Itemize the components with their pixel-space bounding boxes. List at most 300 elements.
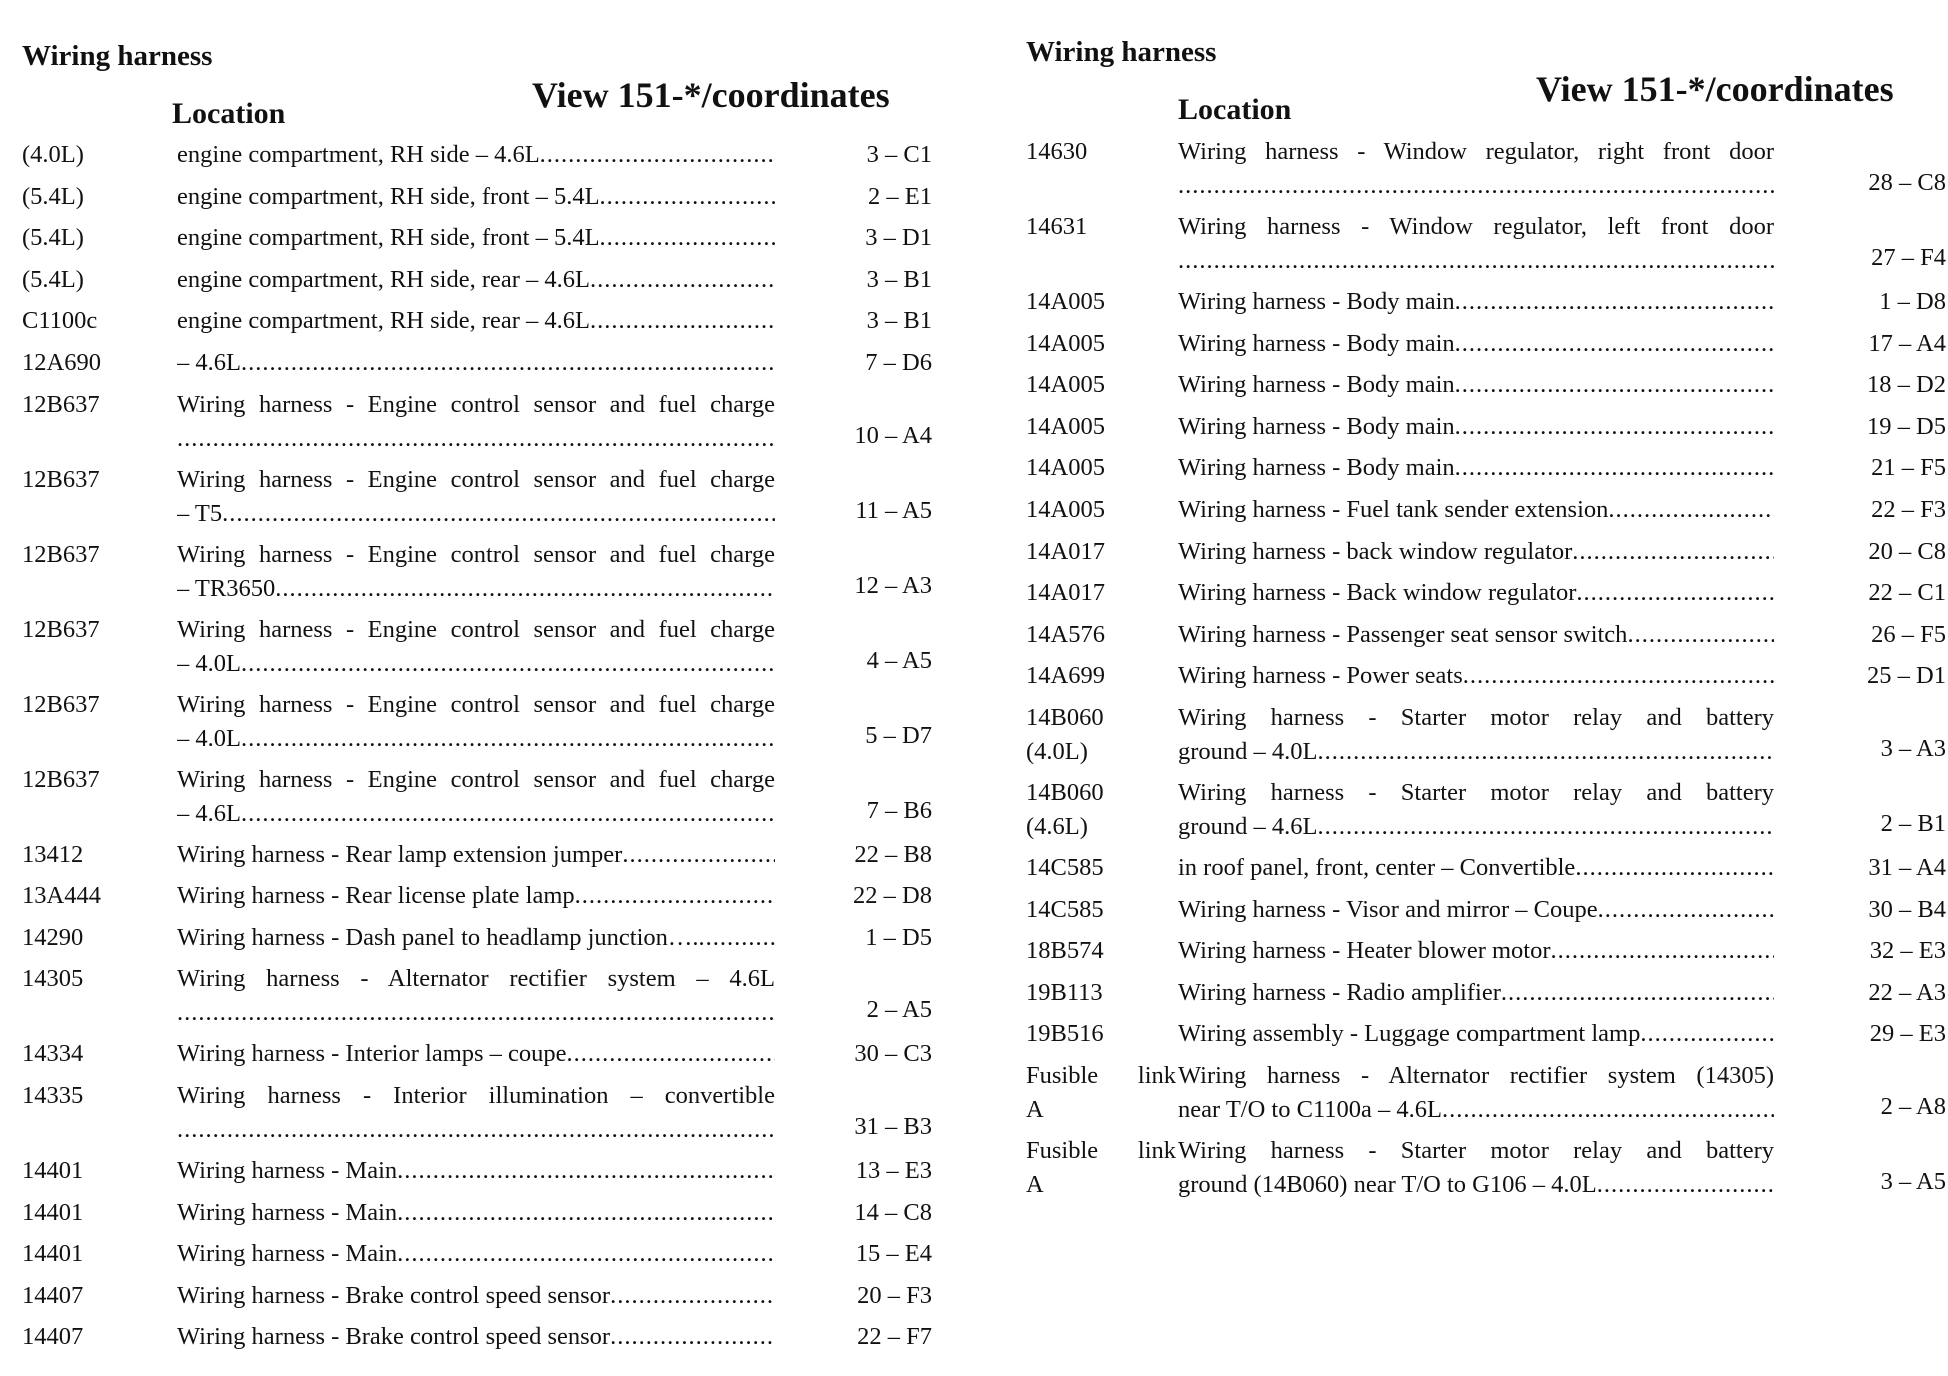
view-coordinate: 22 – D8 bbox=[853, 882, 932, 910]
description-text: ground – 4.6L bbox=[1178, 812, 1318, 840]
part-number bbox=[1026, 1017, 1104, 1051]
part-number bbox=[1026, 618, 1105, 652]
location-description bbox=[177, 838, 775, 872]
table-row bbox=[1026, 410, 1946, 452]
view-coordinate: 19 – D5 bbox=[1867, 412, 1946, 440]
view-coordinate: 22 – F3 bbox=[1871, 495, 1946, 523]
part-number bbox=[22, 763, 100, 797]
part-number-line: 14A576 bbox=[1026, 620, 1105, 648]
part-number-line: 19B516 bbox=[1026, 1020, 1104, 1048]
description-text: ground (14B060) near T/O to G106 – 4.0L bbox=[1178, 1170, 1597, 1198]
description-text: Wiring assembly - Luggage compartment lamp bbox=[1178, 1020, 1641, 1048]
description-text: Wiring harness - Window regulator, right front door bbox=[1178, 138, 1774, 165]
description-line-with-leader bbox=[177, 797, 775, 831]
description-line-with-leader bbox=[177, 346, 775, 380]
description-text: engine compartment, RH side, front – 5.4L bbox=[177, 224, 600, 252]
part-number bbox=[22, 346, 101, 380]
part-number bbox=[1026, 576, 1105, 610]
description-line-with-leader bbox=[1178, 244, 1774, 278]
part-number-line: 12B637 bbox=[22, 690, 100, 718]
dot-leader bbox=[699, 921, 775, 955]
dot-leader bbox=[1627, 618, 1774, 652]
table-row bbox=[1026, 976, 1946, 1018]
dot-leader bbox=[397, 1154, 775, 1188]
location-description bbox=[177, 263, 775, 297]
view-coordinate: 3 – B1 bbox=[866, 265, 932, 293]
description-text: Wiring harness - Interior illumination – convertible bbox=[177, 1081, 775, 1109]
view-coordinate: 2 – B1 bbox=[1880, 809, 1946, 837]
view-coordinate: 20 – F3 bbox=[857, 1281, 932, 1309]
part-number-line: Fusible link bbox=[1026, 1136, 1176, 1164]
dot-leader bbox=[590, 304, 775, 338]
table-row bbox=[22, 962, 932, 1037]
location-description bbox=[1178, 368, 1774, 402]
part-number bbox=[22, 838, 83, 872]
table-row bbox=[1026, 535, 1946, 577]
part-number-line: 14401 bbox=[22, 1240, 84, 1268]
table-row bbox=[22, 879, 932, 921]
description-line-with-leader bbox=[177, 1113, 775, 1147]
part-number bbox=[22, 180, 84, 214]
table-row bbox=[1026, 893, 1946, 935]
description-text: Wiring harness - Dash panel to headlamp junction…. bbox=[177, 923, 699, 951]
view-coordinate: 2 – A5 bbox=[866, 996, 932, 1024]
description-text: Wiring harness - Engine control sensor and fuel charge bbox=[177, 390, 775, 418]
description-line-with-leader bbox=[177, 1037, 775, 1071]
description-line-with-leader bbox=[1178, 659, 1774, 693]
view-coordinate: 30 – C3 bbox=[854, 1040, 932, 1068]
part-number-line: 14B060 bbox=[1026, 778, 1104, 806]
table-row bbox=[1026, 776, 1946, 851]
view-coordinate: 22 – B8 bbox=[854, 840, 932, 868]
view-coordinate: 31 – B3 bbox=[854, 1112, 932, 1140]
description-line-with-leader bbox=[177, 1154, 775, 1188]
view-coordinate: 13 – E3 bbox=[855, 1156, 932, 1184]
dot-leader bbox=[1455, 368, 1774, 402]
description-line-with-leader bbox=[177, 838, 775, 872]
part-number bbox=[1026, 893, 1104, 927]
description-text: Wiring harness - Body main bbox=[1178, 371, 1455, 399]
location-description bbox=[177, 1037, 775, 1071]
table-row bbox=[1026, 659, 1946, 701]
dot-leader bbox=[1640, 1017, 1774, 1051]
description-line-with-leader bbox=[1178, 368, 1774, 402]
table-row bbox=[22, 304, 932, 346]
dot-leader bbox=[1455, 410, 1774, 444]
dot-leader bbox=[1318, 735, 1775, 769]
dot-leader bbox=[1442, 1093, 1774, 1127]
view-coordinate: 2 – A8 bbox=[1880, 1092, 1946, 1120]
part-number-line: A bbox=[1026, 1095, 1044, 1123]
dot-leader bbox=[1608, 493, 1774, 527]
view-coordinate: 1 – D8 bbox=[1879, 288, 1946, 315]
table-row bbox=[22, 346, 932, 388]
part-number bbox=[22, 1279, 83, 1313]
location-description bbox=[1178, 659, 1774, 693]
description-line-with-leader bbox=[177, 422, 775, 456]
table-row bbox=[22, 263, 932, 305]
part-number-line: 12B637 bbox=[22, 540, 100, 568]
location-description bbox=[177, 921, 775, 955]
part-number bbox=[1026, 776, 1104, 844]
view-coordinate: 20 – C8 bbox=[1868, 537, 1946, 565]
location-description bbox=[1178, 851, 1774, 885]
part-number bbox=[22, 1320, 83, 1354]
location-description bbox=[177, 879, 775, 913]
location-description bbox=[1178, 576, 1774, 610]
location-description bbox=[177, 346, 775, 380]
part-number bbox=[22, 1079, 83, 1113]
view-coordinate: 4 – A5 bbox=[866, 646, 932, 674]
view-coordinate: 30 – B4 bbox=[1868, 895, 1946, 923]
location-description bbox=[1178, 327, 1774, 361]
part-number-line: 14631 bbox=[1026, 213, 1088, 240]
part-number bbox=[1026, 934, 1104, 968]
description-line-with-leader bbox=[1178, 410, 1774, 444]
part-number-line: A bbox=[1026, 1170, 1044, 1198]
dot-leader bbox=[540, 138, 775, 172]
part-number-line: (5.4L) bbox=[22, 182, 84, 210]
dot-leader bbox=[241, 346, 775, 380]
table-row bbox=[22, 1237, 932, 1279]
table-row bbox=[1026, 1134, 1946, 1209]
location-description bbox=[1178, 493, 1774, 527]
table-row bbox=[1026, 576, 1946, 618]
location-description bbox=[177, 1196, 775, 1230]
view-coordinate: 31 – A4 bbox=[1868, 853, 1946, 881]
description-line-with-leader bbox=[177, 879, 775, 913]
part-number bbox=[1026, 451, 1105, 485]
description-text: engine compartment, RH side, front – 5.4L bbox=[177, 182, 600, 210]
description-text: Wiring harness - Passenger seat sensor switch bbox=[1178, 620, 1628, 648]
part-number-line: 14A005 bbox=[1026, 412, 1105, 440]
view-coordinate: 26 – F5 bbox=[1871, 620, 1946, 648]
location-description bbox=[177, 613, 775, 681]
dot-leader bbox=[222, 497, 775, 531]
description-line-with-leader bbox=[177, 1237, 775, 1271]
description-text: engine compartment, RH side, rear – 4.6L bbox=[177, 307, 590, 335]
description-line-with-leader bbox=[177, 921, 775, 955]
view-coordinate: 32 – E3 bbox=[1869, 937, 1946, 965]
part-number-line: 12A690 bbox=[22, 348, 101, 376]
view-coordinate: 25 – D1 bbox=[1867, 662, 1946, 690]
part-number-line: 14290 bbox=[22, 923, 84, 951]
dot-leader bbox=[177, 996, 775, 1030]
table-row bbox=[22, 1320, 932, 1362]
view-coordinates-header: View 151-*/coordinates bbox=[1536, 69, 1894, 109]
part-number bbox=[22, 221, 84, 255]
description-line-with-leader bbox=[177, 647, 775, 681]
dot-leader bbox=[610, 1320, 775, 1354]
description-line-with-leader bbox=[177, 722, 775, 756]
view-coordinate: 28 – C8 bbox=[1868, 169, 1946, 196]
dot-leader bbox=[1551, 934, 1774, 968]
table-row bbox=[22, 221, 932, 263]
table-row bbox=[22, 1279, 932, 1321]
location-description bbox=[177, 138, 775, 172]
part-number-line: 14401 bbox=[22, 1198, 84, 1226]
table-row bbox=[1026, 851, 1946, 893]
description-text: Wiring harness - Fuel tank sender extension bbox=[1178, 495, 1609, 523]
dot-leader bbox=[1576, 576, 1774, 610]
part-number-line: 14A005 bbox=[1026, 288, 1105, 315]
section-title: Wiring harness bbox=[22, 40, 213, 72]
view-coordinate: 5 – D7 bbox=[865, 721, 932, 749]
dot-leader bbox=[590, 263, 775, 297]
part-number bbox=[22, 962, 83, 996]
part-number-line: 14A005 bbox=[1026, 329, 1105, 357]
part-number-line: 18B574 bbox=[1026, 937, 1104, 965]
description-text: Wiring harness - Visor and mirror – Coupe bbox=[1178, 895, 1598, 923]
description-line-with-leader bbox=[177, 497, 775, 531]
description-text: Wiring harness - Rear lamp extension jumper bbox=[177, 840, 623, 868]
dot-leader bbox=[610, 1279, 775, 1313]
description-text: near T/O to C1100a – 4.6L bbox=[1178, 1095, 1443, 1123]
view-coordinate: 22 – A3 bbox=[1868, 978, 1946, 1006]
description-line-with-leader bbox=[1178, 327, 1774, 361]
part-number-line: (5.4L) bbox=[22, 224, 84, 252]
description-text: Wiring harness - Starter motor relay and battery bbox=[1178, 703, 1774, 731]
description-line-with-leader bbox=[177, 138, 775, 172]
dot-leader bbox=[241, 722, 775, 756]
description-text: – 4.6L bbox=[177, 799, 241, 827]
description-text: Wiring harness - Body main bbox=[1178, 454, 1455, 482]
description-line-with-leader bbox=[1178, 169, 1774, 203]
description-line-with-leader bbox=[1178, 493, 1774, 527]
index-list bbox=[1026, 135, 1946, 1209]
part-number bbox=[22, 463, 100, 497]
part-number-line: 14305 bbox=[22, 965, 84, 993]
part-number bbox=[22, 138, 84, 172]
description-text: Wiring harness - Engine control sensor and fuel charge bbox=[177, 540, 775, 568]
dot-leader bbox=[600, 221, 775, 255]
view-coordinate: 27 – F4 bbox=[1871, 244, 1946, 271]
table-row bbox=[1026, 701, 1946, 776]
view-coordinate: 21 – F5 bbox=[1871, 454, 1946, 482]
description-text: – T5 bbox=[177, 499, 223, 527]
description-text: Wiring harness - Body main bbox=[1178, 288, 1455, 315]
description-line-with-leader bbox=[1178, 851, 1774, 885]
part-number bbox=[1026, 535, 1105, 569]
part-number-line: 14A005 bbox=[1026, 371, 1105, 399]
part-number bbox=[1026, 410, 1105, 444]
dot-leader bbox=[1463, 659, 1774, 693]
table-row bbox=[22, 838, 932, 880]
table-row bbox=[1026, 135, 1946, 210]
description-text: Wiring harness - Engine control sensor and fuel charge bbox=[177, 465, 775, 493]
description-text: engine compartment, RH side, rear – 4.6L bbox=[177, 265, 590, 293]
dot-leader bbox=[1597, 1168, 1774, 1202]
description-text: engine compartment, RH side – 4.6L bbox=[177, 141, 540, 168]
location-description bbox=[1178, 1134, 1774, 1202]
location-description bbox=[1178, 451, 1774, 485]
table-row bbox=[22, 538, 932, 613]
dot-leader bbox=[397, 1196, 775, 1230]
description-text: – 4.6L bbox=[177, 348, 241, 376]
part-number-line: 14407 bbox=[22, 1281, 84, 1309]
description-text: Wiring harness - Back window regulator bbox=[1178, 579, 1577, 607]
description-text: Wiring harness - Radio amplifier bbox=[1178, 978, 1501, 1006]
part-number-line: 14C585 bbox=[1026, 895, 1104, 923]
location-description bbox=[1178, 618, 1774, 652]
part-number-line: 14630 bbox=[1026, 138, 1088, 165]
part-number bbox=[22, 538, 100, 572]
location-description bbox=[177, 221, 775, 255]
description-text: Wiring harness - Engine control sensor and fuel charge bbox=[177, 765, 775, 793]
location-description bbox=[1178, 285, 1774, 319]
view-coordinate: 12 – A3 bbox=[854, 571, 932, 599]
table-row bbox=[22, 388, 932, 463]
dot-leader bbox=[1455, 327, 1774, 361]
table-row bbox=[22, 1154, 932, 1196]
description-line-with-leader bbox=[1178, 618, 1774, 652]
table-row bbox=[22, 921, 932, 963]
description-line-with-leader bbox=[177, 221, 775, 255]
dot-leader bbox=[1572, 535, 1774, 569]
description-text: Wiring harness - Main bbox=[177, 1240, 398, 1268]
view-coordinate: 15 – E4 bbox=[855, 1240, 932, 1268]
view-coordinate: 3 – D1 bbox=[865, 224, 932, 252]
table-row bbox=[22, 180, 932, 222]
part-number-line: 14334 bbox=[22, 1040, 84, 1068]
table-row bbox=[1026, 934, 1946, 976]
part-number-line: 12B637 bbox=[22, 615, 100, 643]
location-description bbox=[177, 538, 775, 606]
part-number-line: 14A699 bbox=[1026, 662, 1105, 690]
description-line-with-leader bbox=[1178, 810, 1774, 844]
location-description bbox=[177, 1320, 775, 1354]
description-line-with-leader bbox=[1178, 1017, 1774, 1051]
description-text: Wiring harness - Brake control speed sensor bbox=[177, 1281, 611, 1309]
description-line-with-leader bbox=[177, 572, 775, 606]
dot-leader bbox=[575, 879, 775, 913]
location-description bbox=[1178, 535, 1774, 569]
location-description bbox=[1178, 701, 1774, 769]
description-text: Wiring harness - Main bbox=[177, 1156, 398, 1184]
part-number bbox=[22, 1196, 83, 1230]
part-number-line: 13A444 bbox=[22, 882, 101, 910]
dot-leader bbox=[241, 647, 775, 681]
location-description bbox=[177, 304, 775, 338]
location-description bbox=[1178, 976, 1774, 1010]
table-row bbox=[1026, 327, 1946, 369]
description-line-with-leader bbox=[177, 996, 775, 1030]
part-number bbox=[22, 688, 100, 722]
dot-leader bbox=[397, 1237, 775, 1271]
part-number-line: (4.0L) bbox=[22, 141, 84, 168]
description-line-with-leader bbox=[177, 304, 775, 338]
location-description bbox=[177, 463, 775, 531]
part-number bbox=[22, 304, 97, 338]
description-line-with-leader bbox=[1178, 976, 1774, 1010]
part-number bbox=[22, 1154, 83, 1188]
table-row bbox=[22, 688, 932, 763]
table-row bbox=[22, 613, 932, 688]
table-row bbox=[22, 763, 932, 838]
view-coordinate: 3 – A5 bbox=[1880, 1167, 1946, 1195]
description-line-with-leader bbox=[1178, 893, 1774, 927]
part-number bbox=[1026, 659, 1105, 693]
part-number-line: 13412 bbox=[22, 840, 84, 868]
view-coordinate: 22 – F7 bbox=[857, 1323, 932, 1351]
dot-leader bbox=[177, 1113, 775, 1147]
description-text: Wiring harness - Starter motor relay and battery bbox=[1178, 1136, 1774, 1164]
description-text: Wiring harness - Window regulator, left front door bbox=[1178, 213, 1774, 240]
description-text: Wiring harness - back window regulator bbox=[1178, 537, 1573, 565]
part-number-line: 14A005 bbox=[1026, 454, 1105, 482]
part-number-line: 14A017 bbox=[1026, 537, 1105, 565]
part-number-line: 14B060 bbox=[1026, 703, 1104, 731]
view-coordinate: 18 – D2 bbox=[1867, 371, 1946, 399]
dot-leader bbox=[275, 572, 775, 606]
description-line-with-leader bbox=[177, 1196, 775, 1230]
view-coordinate: 3 – A3 bbox=[1880, 734, 1946, 762]
description-line-with-leader bbox=[177, 180, 775, 214]
part-number bbox=[1026, 1059, 1176, 1127]
dot-leader bbox=[600, 180, 775, 214]
part-number-line: (4.6L) bbox=[1026, 812, 1088, 840]
part-number bbox=[1026, 1134, 1176, 1202]
view-coordinates-header: View 151-*/coordinates bbox=[532, 75, 890, 115]
part-number bbox=[22, 879, 101, 913]
part-number bbox=[22, 1237, 83, 1271]
part-number-line: (5.4L) bbox=[22, 265, 84, 293]
description-line-with-leader bbox=[177, 1279, 775, 1313]
part-number bbox=[22, 263, 84, 297]
location-description bbox=[177, 1079, 775, 1147]
table-row bbox=[1026, 618, 1946, 660]
description-text: Wiring harness - Main bbox=[177, 1198, 398, 1226]
table-row bbox=[22, 1196, 932, 1238]
view-coordinate: 1 – D5 bbox=[865, 923, 932, 951]
part-number bbox=[1026, 851, 1104, 885]
part-number bbox=[1026, 135, 1087, 169]
location-description bbox=[177, 688, 775, 756]
table-row bbox=[1026, 285, 1946, 327]
part-number-line: Fusible link bbox=[1026, 1061, 1176, 1089]
location-description bbox=[1178, 1017, 1774, 1051]
part-number bbox=[1026, 368, 1105, 402]
location-description bbox=[1178, 1059, 1774, 1127]
part-number-line: 14401 bbox=[22, 1156, 84, 1184]
description-text: Wiring harness - Starter motor relay and battery bbox=[1178, 778, 1774, 806]
dot-leader bbox=[1178, 244, 1774, 278]
table-row bbox=[1026, 368, 1946, 410]
location-description bbox=[177, 388, 775, 456]
location-description bbox=[177, 180, 775, 214]
description-line-with-leader bbox=[177, 1320, 775, 1354]
view-coordinate: 7 – D6 bbox=[865, 348, 932, 376]
location-description bbox=[1178, 135, 1774, 203]
view-coordinate: 3 – C1 bbox=[866, 141, 932, 168]
description-line-with-leader bbox=[1178, 451, 1774, 485]
dot-leader bbox=[1318, 810, 1775, 844]
dot-leader bbox=[177, 422, 775, 456]
description-line-with-leader bbox=[1178, 735, 1774, 769]
location-description bbox=[1178, 776, 1774, 844]
dot-leader bbox=[241, 797, 775, 831]
description-text: ground – 4.0L bbox=[1178, 737, 1318, 765]
view-coordinate: 14 – C8 bbox=[854, 1198, 932, 1226]
part-number-line: 12B637 bbox=[22, 465, 100, 493]
part-number bbox=[1026, 701, 1104, 769]
description-text: in roof panel, front, center – Convertible bbox=[1178, 853, 1576, 881]
view-coordinate: 3 – B1 bbox=[866, 307, 932, 335]
table-row bbox=[1026, 1059, 1946, 1134]
table-row bbox=[1026, 1017, 1946, 1059]
description-text: Wiring harness - Heater blower motor bbox=[1178, 937, 1551, 965]
dot-leader bbox=[1178, 169, 1774, 203]
